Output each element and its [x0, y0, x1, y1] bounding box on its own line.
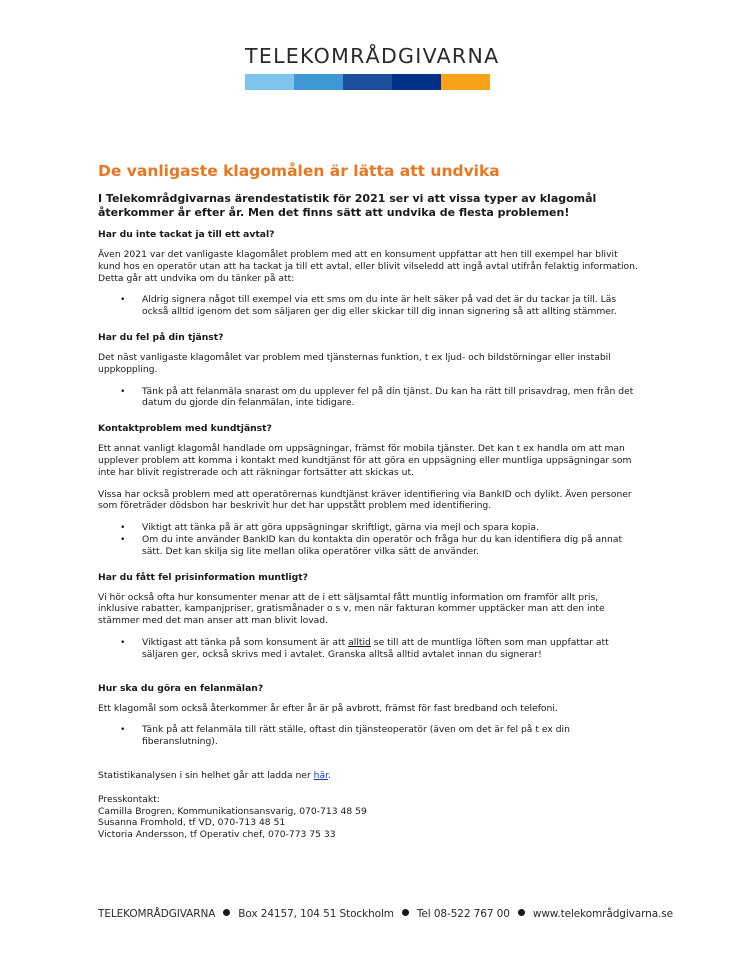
stats-text: Statistikanalysen i sin helhet går att ladda ner	[98, 769, 314, 781]
bullet-icon: •	[120, 533, 126, 545]
contact-line: Susanna Fromhold, tf VD, 070-713 48 51	[98, 817, 286, 829]
logo: TELEKOMRÅDGIVARNA	[245, 44, 500, 68]
section-heading: Har du fått fel prisinformation muntligt?	[98, 571, 308, 583]
footer-phone: Tel 08-522 767 00	[416, 908, 510, 920]
contact-line: Camilla Brogren, Kommunikationsansvarig, 070-713 48 59	[98, 805, 367, 817]
list-item	[98, 386, 638, 410]
stats-paragraph	[98, 770, 638, 782]
bullet-list	[98, 294, 638, 318]
footer-org: TELEKOMRÅDGIVARNA	[98, 908, 216, 920]
stripe	[343, 74, 392, 90]
download-link[interactable]: här	[313, 769, 329, 781]
stripe	[441, 74, 490, 90]
section-heading: Har du fel på din tjänst?	[98, 331, 224, 343]
press-contacts	[98, 794, 638, 841]
bullet-icon: •	[120, 636, 126, 648]
list-item-text-post: se till att de muntliga löften som man uppfattar att säljaren ger, också skrivs med i avtalet. Granska alltså alltid avtalet innan du signerar!	[142, 636, 609, 660]
list-item-text: Tänk på att felanmäla till rätt ställe, oftast din tjänsteoperatör (även om det är fel på t ex din fiberanslutning).	[142, 724, 570, 748]
section-heading: Kontaktproblem med kundtjänst?	[98, 423, 272, 435]
bullet-icon: •	[120, 724, 126, 736]
list-item	[98, 294, 638, 318]
footer	[98, 908, 673, 920]
contact-line: Victoria Andersson, tf Operativ chef, 070-773 75 33	[98, 829, 336, 841]
list-item	[98, 637, 638, 661]
article-lead: I Telekområdgivarnas ärendestatistik för 2021 ser vi att vissa typer av klagomål återkommer år efter år. Men det finns sätt att undvika de flesta problemen!	[98, 192, 597, 219]
list-item-text: Viktigt att tänka på är att göra uppsägningar skriftligt, gärna via mejl och spara kopia.	[142, 522, 539, 534]
separator-dot-icon	[518, 909, 525, 916]
emphasis-text: alltid	[348, 636, 371, 648]
bullet-icon: •	[120, 522, 126, 534]
list-item-text: Aldrig signera något till exempel via ett sms om du inte är helt säker på vad det är du tackar ja till. Läs också alltid igenom det som säljaren ger dig eller skickar till dig innan signering så att allting stämmer.	[142, 294, 617, 318]
paragraph: Även 2021 var det vanligaste klagomålet problem med att en konsument uppfattar att hen till exempel har blivit kund hos en operatör utan att ha tackat ja till ett avtal, eller blivit vilseledd att ingå avtal utifrån felaktig information. Detta går att undvika om du tänker på att:	[98, 249, 638, 284]
article-title: De vanligaste klagomålen är lätta att undvika	[98, 162, 500, 180]
paragraph: Vissa har också problem med att operatörernas kundtjänst kräver identifiering via BankID och dylikt. Även personer som företräder dödsbon har beskrivit hur det har uppstått problem med identifiering.	[98, 488, 632, 512]
separator-dot-icon	[223, 909, 230, 916]
stripe	[392, 74, 441, 90]
paragraph: Ett annat vanligt klagomål handlade om uppsägningar, främst för mobila tjänster. Det kan t ex handla om att man upplever problem att komma i kontakt med kundtjänst för att göra en uppsägning eller muntliga uppsägningar som inte har blivit registrerade och att räkningar fortsätter att skickas ut.	[98, 443, 632, 478]
footer-address: Box 24157, 104 51 Stockholm	[238, 908, 394, 920]
stripe	[245, 74, 294, 90]
bullet-list	[98, 724, 638, 748]
footer-web[interactable]: www.telekområdgivarna.se	[532, 908, 674, 920]
section-heading: Hur ska du göra en felanmälan?	[98, 682, 264, 694]
list-item	[98, 534, 638, 558]
section-heading: Har du inte tackat ja till ett avtal?	[98, 229, 275, 240]
list-item-text: Tänk på att felanmäla snarast om du upplever fel på din tjänst. Du kan ha rätt till prisavdrag, men från det datum du gjorde din felanmälan, inte tidigare.	[142, 385, 634, 409]
stripe	[294, 74, 343, 90]
bullet-icon: •	[120, 294, 126, 306]
list-item	[98, 522, 638, 534]
logo-color-stripes	[245, 74, 490, 90]
list-item-text-pre: Viktigast att tänka på som konsument är att	[142, 636, 349, 648]
bullet-list	[98, 386, 638, 410]
paragraph: Ett klagomål som också återkommer år efter år är på avbrott, främst för fast bredband och telefoni.	[98, 702, 558, 714]
bullet-list	[98, 637, 638, 661]
bullet-list	[98, 522, 638, 557]
paragraph: Vi hör också ofta hur konsumenter menar att de i ett säljsamtal fått muntlig information om framför allt pris, inklusive rabatter, kampanjpriser, gratismånader o s v, men när fakturan kommer upptäcker man att den inte stämmer med det man anser att man blivit lovad.	[98, 591, 605, 627]
paragraph: Det näst vanligaste klagomålet var problem med tjänsternas funktion, t ex ljud- och bildstörningar eller instabil uppkoppling.	[98, 351, 611, 375]
article	[98, 162, 638, 841]
separator-dot-icon	[402, 909, 409, 916]
list-item	[98, 724, 638, 748]
press-label: Presskontakt:	[98, 793, 160, 805]
stats-text-end: .	[328, 769, 331, 781]
list-item-text: Om du inte använder BankID kan du kontakta din operatör och fråga hur du kan identifiera dig på annat sätt. Det kan skilja sig lite mellan olika operatörer vilka sätt de använder.	[142, 533, 623, 557]
bullet-icon: •	[120, 385, 126, 397]
